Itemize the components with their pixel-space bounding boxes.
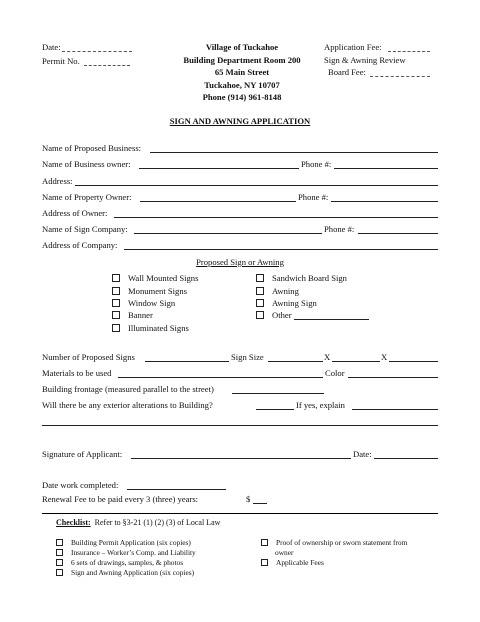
renewal-label: Renewal Fee to be paid every 3 (three) years: <box>42 494 199 504</box>
sign-size-width-field[interactable] <box>268 361 323 362</box>
owner-address-label: Address of Owner: <box>42 208 108 218</box>
app-fee-field[interactable] <box>388 51 430 52</box>
checklist-item-sign-app[interactable]: Sign and Awning Application (six copies) <box>56 568 194 577</box>
org-line-3: 65 Main Street <box>214 67 270 77</box>
date-field[interactable] <box>62 51 132 52</box>
company-address-field[interactable] <box>124 249 438 250</box>
renewal-currency: $ <box>246 494 251 504</box>
sign-size-height-field[interactable] <box>332 361 380 362</box>
explain-label: If yes, explain <box>296 400 345 410</box>
app-fee-label: Application Fee: <box>324 42 382 52</box>
org-line-4: Tuckahoe, NY 10707 <box>204 80 280 90</box>
company-address-label: Address of Company: <box>42 240 118 250</box>
board-fee-field[interactable] <box>370 76 430 77</box>
sign-size-depth-field[interactable] <box>389 361 438 362</box>
renewal-field[interactable] <box>253 503 267 504</box>
phone2-field[interactable] <box>331 201 438 202</box>
checkbox[interactable] <box>261 559 268 566</box>
checkbox[interactable] <box>56 539 63 546</box>
property-owner-field[interactable] <box>140 201 296 202</box>
checklist-item-insurance[interactable]: Insurance – Worker’s Comp. and Liability <box>56 548 196 557</box>
alterations-field[interactable] <box>256 409 294 410</box>
num-signs-field[interactable] <box>145 361 229 362</box>
option-wall-mounted[interactable]: Wall Mounted Signs <box>112 273 198 283</box>
num-signs-label: Number of Proposed Signs <box>42 352 135 362</box>
board-fee-label: Board Fee: <box>328 67 366 77</box>
work-completed-field[interactable] <box>127 489 226 490</box>
address-label: Address: <box>42 176 73 186</box>
checkbox[interactable] <box>112 311 120 319</box>
materials-field[interactable] <box>118 377 323 378</box>
business-name-field[interactable] <box>150 152 438 153</box>
checkbox[interactable] <box>56 559 63 566</box>
option-window[interactable]: Window Sign <box>112 298 175 308</box>
checkbox[interactable] <box>112 287 120 295</box>
checklist-item-proof-ownership[interactable]: Proof of ownership or sworn statement from <box>261 538 407 547</box>
checkbox[interactable] <box>56 549 63 556</box>
checkbox[interactable] <box>256 311 264 319</box>
business-owner-label: Name of Business owner: <box>42 159 131 169</box>
phone2-label: Phone #: <box>298 192 329 202</box>
option-banner[interactable]: Banner <box>112 310 153 320</box>
phone1-label: Phone #: <box>301 159 332 169</box>
option-illuminated[interactable]: Illuminated Signs <box>112 323 189 333</box>
org-line-5: Phone (914) 961-8148 <box>202 92 282 102</box>
checklist-item-permit-app[interactable]: Building Permit Application (six copies) <box>56 538 191 547</box>
checklist-item-fees[interactable]: Applicable Fees <box>261 558 324 567</box>
sign-company-label: Name of Sign Company: <box>42 224 128 234</box>
alterations-label: Will there be any exterior alterations to Building? <box>42 400 213 410</box>
permit-label: Permit No. <box>42 56 80 66</box>
phone3-label: Phone #: <box>324 224 355 234</box>
phone3-field[interactable] <box>358 233 438 234</box>
work-completed-label: Date work completed: <box>42 480 119 490</box>
checkbox[interactable] <box>256 274 264 282</box>
option-monument[interactable]: Monument Signs <box>112 286 187 296</box>
applicant-signature-field[interactable] <box>131 458 351 459</box>
materials-label: Materials to be used <box>42 368 112 378</box>
explain-field-continued[interactable] <box>42 425 438 426</box>
permit-field[interactable] <box>84 65 130 66</box>
form-title: SIGN AND AWNING APPLICATION <box>169 116 311 126</box>
owner-address-field[interactable] <box>114 217 438 218</box>
address-field[interactable] <box>75 185 438 186</box>
frontage-label: Building frontage (measured parallel to the street) <box>42 384 214 394</box>
date-label: Date: <box>42 42 61 52</box>
color-label: Color <box>325 368 345 378</box>
review-label: Sign & Awning Review <box>324 55 406 65</box>
signature-date-field[interactable] <box>374 458 438 459</box>
option-awning[interactable]: Awning <box>256 286 299 296</box>
checkbox[interactable] <box>112 324 120 332</box>
phone1-field[interactable] <box>334 168 438 169</box>
color-field[interactable] <box>348 377 438 378</box>
checkbox[interactable] <box>112 274 120 282</box>
business-owner-field[interactable] <box>139 168 299 169</box>
frontage-field[interactable] <box>232 393 324 394</box>
org-line-2: Building Department Room 200 <box>183 55 301 65</box>
checkbox[interactable] <box>56 569 63 576</box>
sign-size-label: Sign Size <box>231 352 264 362</box>
other-field[interactable] <box>294 319 369 320</box>
applicant-signature-label: Signature of Applicant: <box>42 449 123 459</box>
option-sandwich-board[interactable]: Sandwich Board Sign <box>256 273 347 283</box>
signature-date-label: Date: <box>353 449 372 459</box>
checklist-header: Checklist: Refer to §3-21 (1) (2) (3) of Local Law <box>56 518 221 527</box>
option-awning-sign[interactable]: Awning Sign <box>256 298 317 308</box>
checkbox[interactable] <box>256 299 264 307</box>
property-owner-label: Name of Property Owner: <box>42 192 132 202</box>
checklist-item-drawings[interactable]: 6 sets of drawings, samples, & photos <box>56 558 183 567</box>
checkbox[interactable] <box>256 287 264 295</box>
sign-section-heading: Proposed Sign or Awning <box>196 257 284 267</box>
option-other[interactable]: Other <box>256 310 292 320</box>
checkbox[interactable] <box>261 539 268 546</box>
sign-company-field[interactable] <box>134 233 322 234</box>
x1-label: X <box>324 352 331 362</box>
business-name-label: Name of Proposed Business: <box>42 143 142 153</box>
org-line-1: Village of Tuckahoe <box>205 42 279 52</box>
x2-label: X <box>381 352 388 362</box>
checklist-divider <box>42 513 438 514</box>
checklist-item-proof-ownership-cont: owner <box>275 548 294 557</box>
checkbox[interactable] <box>112 299 120 307</box>
explain-field[interactable] <box>352 409 438 410</box>
